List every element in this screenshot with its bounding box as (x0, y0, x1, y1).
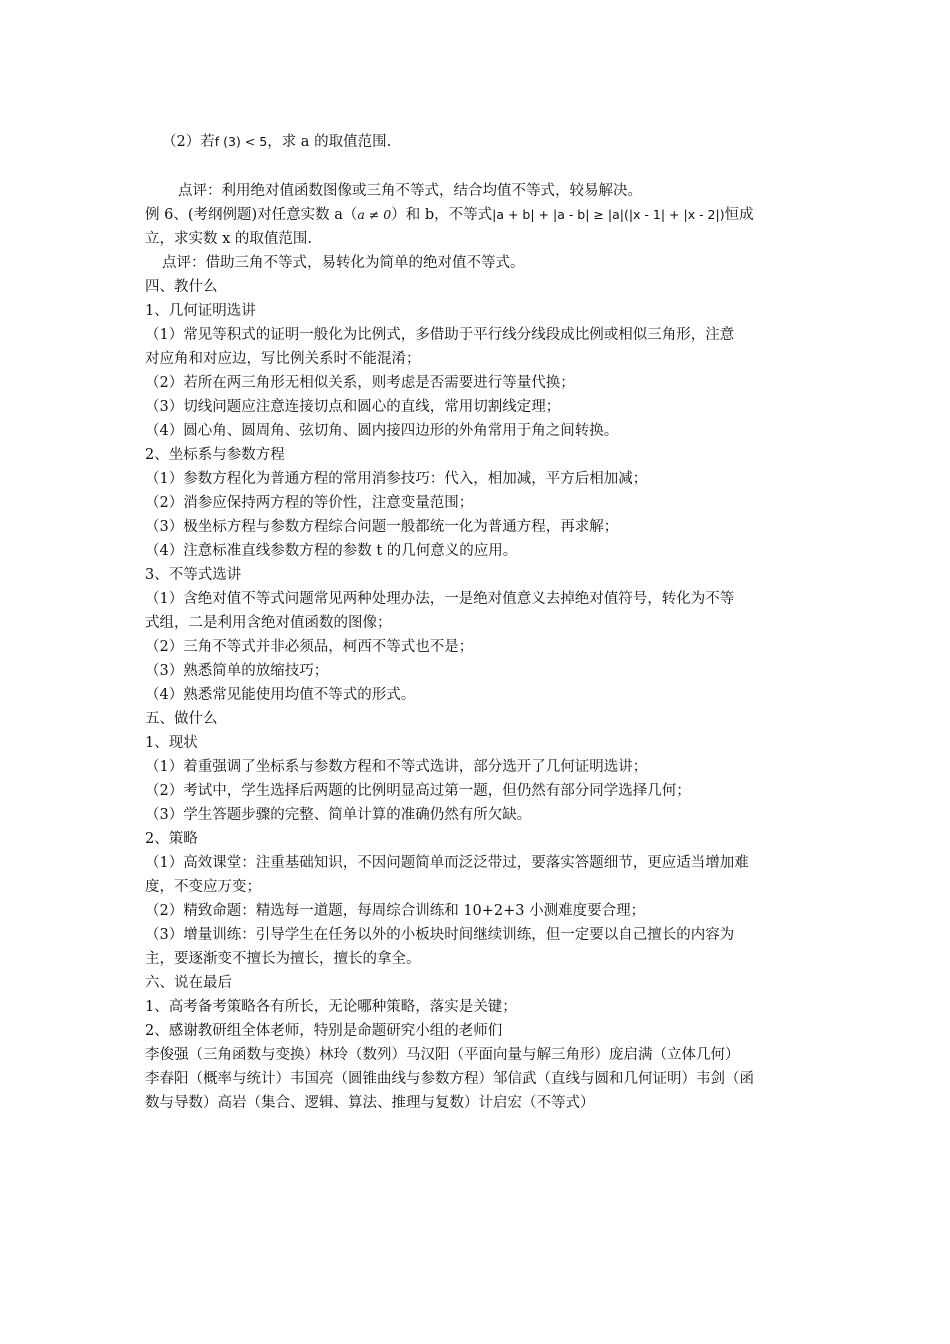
text-run: （4）圆心角、圆周角、弦切角、圆内接四边形的外角常用于角之间转换。 (145, 423, 619, 439)
text-run: 李俊强（三角函数与变换）林玲（数列）马汉阳（平面向量与解三角形）庞启满（立体几何） (145, 1047, 740, 1063)
text-run: 数与导数）高岩（集合、逻辑、算法、推理与复数）计启宏（不等式） (145, 1095, 595, 1111)
text-run: 五、做什么 (145, 711, 218, 727)
text-run: （3）增量训练：引导学生在任务以外的小板块时间继续训练，但一定要以自己擅长的内容为 (145, 927, 735, 943)
text-line-l29 (145, 827, 198, 851)
text-line-l11 (145, 395, 560, 419)
formula: a ≠ 0 (357, 207, 392, 222)
text-run: （2）消参应保持两方程的等价性，注意变量范围； (145, 495, 474, 511)
text-line-l35 (145, 971, 232, 995)
text-line-l05 (162, 251, 525, 275)
text-run: （2）精致命题：精选每一道题，每周综合训练和 10+2+3 小测难度要合理； (145, 903, 646, 919)
text-run: 2、感谢教研组全体老师，特别是命题研究小组的老师们 (145, 1023, 503, 1039)
text-run: （4）熟悉常见能使用均值不等式的形式。 (145, 687, 416, 703)
text-run: 1、几何证明选讲 (145, 303, 256, 319)
text-run: 度，不变应万变； (145, 879, 261, 895)
text-run: 对应角和对应边，写比例关系时不能混淆； (145, 351, 421, 367)
text-run: 1、高考备考策略各有所长，无论哪种策略，落实是关键； (145, 999, 517, 1015)
text-line-l08 (145, 323, 734, 347)
text-line-l39 (145, 1067, 754, 1091)
text-line-l36 (145, 995, 517, 1019)
text-run: 李春阳（概率与统计）韦国亮（圆锥曲线与参数方程）邹信武（直线与圆和几何证明）韦剑（函 (145, 1071, 754, 1087)
text-run: 点评：利用绝对值函数图像或三角不等式，结合均值不等式，较易解决。 (178, 183, 642, 199)
text-run: （1）常见等积式的证明一般化为比例式，多借助于平行线分线段成比例或相似三角形，注意 (145, 327, 735, 343)
text-run: （3）极坐标方程与参数方程综合问题一般都统一化为普通方程，再求解； (145, 519, 619, 535)
text-run: （1）高效课堂：注重基础知识，不因问题简单而泛泛带过，要落实答题细节，更应适当增加难 (145, 855, 749, 871)
text-run: 立，求实数 x 的取值范围. (145, 231, 313, 247)
text-line-l09 (145, 347, 421, 371)
text-line-l33 (145, 923, 734, 947)
text-line-l27 (145, 779, 691, 803)
text-line-l14 (145, 467, 647, 491)
text-line-l21 (145, 635, 473, 659)
text-run: ，求 a 的取值范围. (267, 134, 392, 150)
text-line-l18 (145, 563, 241, 587)
text-line-l19 (145, 587, 734, 611)
text-run: （2）若 (162, 134, 215, 150)
text-line-l13 (145, 443, 285, 467)
text-line-l26 (145, 755, 647, 779)
text-line-l25 (145, 731, 198, 755)
text-run: 1、现状 (145, 735, 198, 751)
text-run: （2）若所在两三角形无相似关系，则考虑是否需要进行等量代换； (145, 375, 575, 391)
text-line-l02 (178, 179, 642, 203)
text-line-l06 (145, 275, 218, 299)
formula: f (3) < 5 (214, 134, 268, 149)
text-run: 2、坐标系与参数方程 (145, 447, 285, 463)
text-line-l20 (145, 611, 392, 635)
formula: |a + b| + |a - b| ≥ |a|(|x - 1| + |x - 2|) (492, 207, 725, 222)
text-line-l12 (145, 419, 618, 443)
text-line-l40 (145, 1091, 595, 1115)
text-run: 例 6、(考纲例题)对任意实数 a（ (145, 207, 358, 223)
text-line-l17 (145, 539, 517, 563)
text-line-l37 (145, 1019, 502, 1043)
text-run: 恒成 (724, 207, 754, 223)
text-line-l30 (145, 851, 749, 875)
text-line-l38 (145, 1043, 740, 1067)
text-run: 2、策略 (145, 831, 198, 847)
text-run: （4）注意标准直线参数方程的参数 t 的几何意义的应用。 (145, 543, 518, 559)
text-run: （3）熟悉简单的放缩技巧； (145, 663, 329, 679)
text-run: 四、教什么 (145, 279, 218, 295)
text-line-l07 (145, 299, 256, 323)
text-run: （3）切线问题应注意连接切点和圆心的直线，常用切割线定理； (145, 399, 561, 415)
text-line-l34 (145, 947, 421, 971)
text-line-l03 (145, 203, 754, 227)
text-run: 点评：借助三角不等式，易转化为简单的绝对值不等式。 (162, 255, 525, 271)
text-line-l01 (162, 130, 391, 154)
text-run: （2）三角不等式并非必须品，柯西不等式也不是； (145, 639, 474, 655)
text-line-l31 (145, 875, 261, 899)
text-line-l28 (145, 803, 531, 827)
text-run: （3）学生答题步骤的完整、简单计算的准确仍然有所欠缺。 (145, 807, 532, 823)
text-run: 六、说在最后 (145, 975, 232, 991)
text-run: （2）考试中，学生选择后两题的比例明显高过第一题，但仍然有部分同学选择几何； (145, 783, 691, 799)
text-line-l04 (145, 227, 312, 251)
text-line-l32 (145, 899, 645, 923)
text-line-l23 (145, 683, 415, 707)
text-line-l10 (145, 371, 575, 395)
text-line-l22 (145, 659, 328, 683)
text-run: （1）含绝对值不等式问题常见两种处理办法，一是绝对值意义去掉绝对值符号，转化为不等 (145, 591, 735, 607)
text-line-l15 (145, 491, 473, 515)
text-run: ）和 b，不等式 (391, 207, 493, 223)
text-run: 3、不等式选讲 (145, 567, 242, 583)
text-run: （1）着重强调了坐标系与参数方程和不等式选讲，部分选开了几何证明选讲； (145, 759, 648, 775)
text-run: 主，要逐渐变不擅长为擅长，擅长的拿全。 (145, 951, 421, 967)
text-run: （1）参数方程化为普通方程的常用消参技巧：代入，相加减，平方后相加减； (145, 471, 648, 487)
text-line-l16 (145, 515, 618, 539)
text-run: 式组，二是利用含绝对值函数的图像； (145, 615, 392, 631)
text-line-l24 (145, 707, 218, 731)
